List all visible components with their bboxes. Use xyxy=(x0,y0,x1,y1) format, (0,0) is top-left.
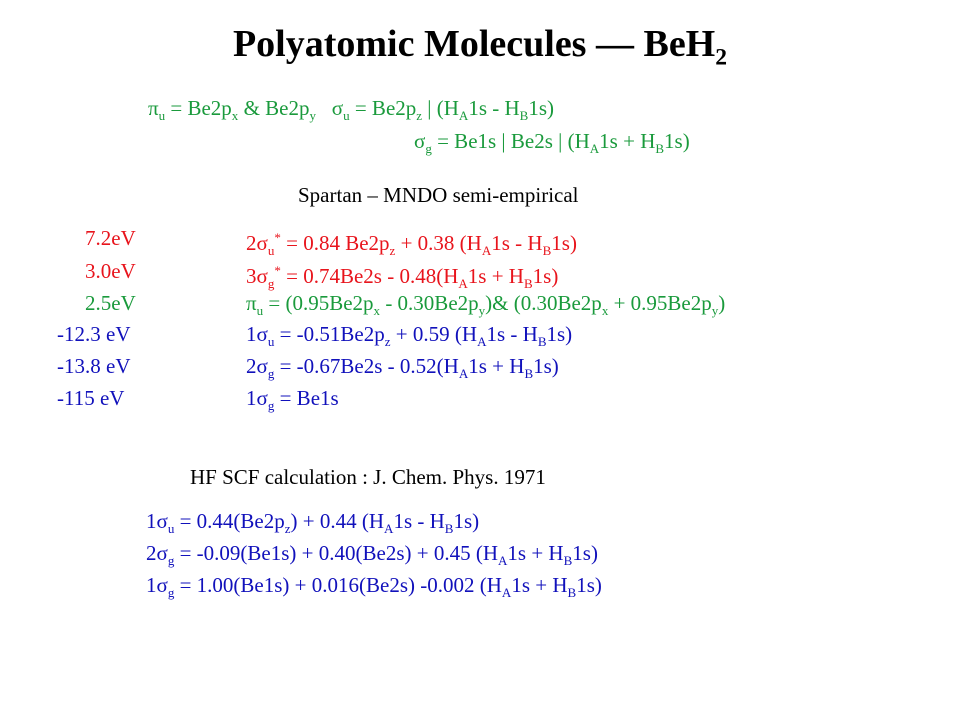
hf-orbital-row: $2\sigma_g = -0.09(Be1s) + 0.40(Be2s) + 0.45$ $(H_A1s + H_B1s)$ xyxy=(146,541,598,569)
spartan-heading: Spartan – MNDO semi-empirical xyxy=(298,183,579,207)
symmetry-line-2: $\sigma_g = Be1s$ | Be2s | $(H_A1s + H_B1s)$ xyxy=(414,129,690,157)
energy-label: -115 eV xyxy=(57,386,125,410)
symmetry-line-1: $\pi_u = Be2p_x$ & $Be2p_y$ $\sigma_u = Be2p_z$ | $(H_A1s - H_B1s)$ xyxy=(148,96,555,124)
energy-label: 2.5eV xyxy=(85,291,136,315)
mndo-orbital-row: $\pi_u = (0.95Be2p_x$ - $0.30Be2p_y)\&$ $(0.30Be2p_x + 0.95Be2p_y)$ xyxy=(246,291,726,319)
energy-label: -13.8 eV xyxy=(57,354,131,378)
page-title: Polyatomic Molecules — BeH$_2$ xyxy=(232,23,728,71)
energy-label: 3.0eV xyxy=(85,259,136,283)
mndo-orbital-row: $1\sigma_u = -0.51Be2p_z + 0.59$ $(H_A1s - H_B1s)$ xyxy=(246,322,573,350)
hf-heading: HF SCF calculation : J. Chem. Phys. 1971 xyxy=(190,465,546,489)
energy-label: -12.3 eV xyxy=(57,322,131,346)
mndo-orbital-row: $2\sigma_g = -0.67Be2s - 0.52(H_A1s + H_B1s)$ xyxy=(246,354,559,382)
mndo-orbital-row: $2\sigma_u^* = 0.84$ $Be2p_z + 0.38$ $(H_A1s - H_B1s)$ xyxy=(246,230,577,259)
energy-label: 7.2eV xyxy=(85,226,136,250)
hf-orbital-row: $1\sigma_u = 0.44(Be2p_z) + 0.44$ $(H_A1s - H_B1s)$ xyxy=(146,509,480,537)
hf-orbital-row: $1\sigma_g = 1.00(Be1s) + 0.016(Be2s)$ -0.002 $(H_A1s + H_B1s)$ xyxy=(146,573,602,601)
mndo-orbital-row: $1\sigma_g = Be1s$ xyxy=(246,386,339,414)
mndo-orbital-row: $3\sigma_g^* = 0.74Be2s - 0.48(H_A1s + H_B1s)$ xyxy=(246,263,559,292)
